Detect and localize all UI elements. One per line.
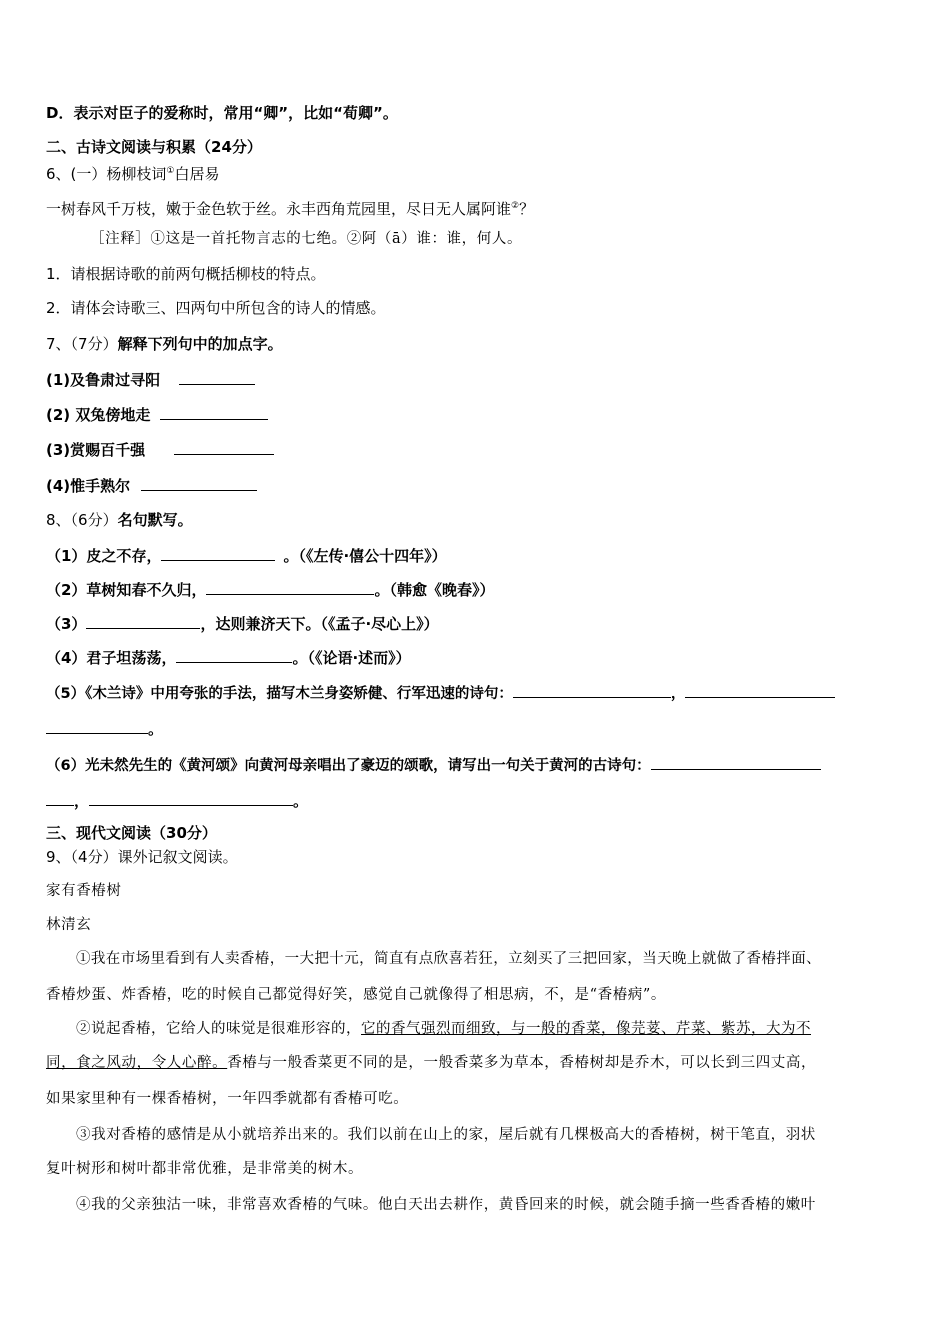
q8-item-1 [46, 544, 447, 566]
q7-heading [46, 334, 283, 354]
q8-heading [46, 510, 193, 530]
q8-item-4-b: 。（《论语·述而》） [292, 649, 411, 667]
q8-item-4-a: （4）君子坦荡荡， [46, 649, 177, 667]
q7-item-3-blank [174, 438, 274, 455]
q8-item-5-cont [46, 717, 163, 739]
q8-title: 名句默写。 [117, 511, 193, 529]
article-author: 林清玄 [46, 917, 92, 933]
section3-heading: 三、现代文阅读（30分） [46, 824, 217, 842]
q7-item-2-text: (2) 双兔傍地走 [46, 406, 151, 424]
q8-item-5-blank-3 [46, 717, 148, 734]
q8-prefix: 8、（6分） [46, 511, 118, 529]
q8-item-2-blank [206, 578, 374, 595]
paragraph-3-line-1: ③我对香椿的感情是从小就培养出来的。我们以前在山上的家，屋后就有几棵极高大的香椿树，树干笔直，羽状 [76, 1127, 816, 1143]
q6-note: ［注释］①这是一首托物言志的七绝。②阿（ā）谁：谁，何人。 [90, 231, 523, 247]
q9-intro: 9、（4分）课外记叙文阅读。 [46, 848, 238, 866]
q6-poem-text: 一树春风千万枝，嫩于金色软于丝。永丰西角荒园里，尽日无人属阿谁 [46, 200, 512, 218]
q8-item-1-a: （1）皮之不存， [46, 547, 162, 565]
q6-poem [46, 196, 534, 219]
paragraph-1-line-2: 香椿炒蛋、炸香椿，吃的时候自己都觉得好笑，感觉自己就像得了相思病，不，是“香椿病”。 [46, 987, 667, 1003]
q8-item-5-blank-2 [685, 681, 835, 698]
paragraph-2-line-1-underlined: 它的香气强烈而细致，与一般的香菜，像芫荽、芹菜、紫苏，大为不 [361, 1021, 811, 1037]
q8-item-6 [46, 753, 821, 776]
paragraph-2-line-2-underlined: 同，食之风动，令人心醉。 [46, 1055, 228, 1071]
q6-poem-sup: ② [511, 201, 520, 211]
q6-poem-end: ？ [519, 200, 535, 218]
q8-item-6-a: （6）光未然先生的《黄河颂》向黄河母亲唱出了豪迈的颂歌，请写出一句关于黄河的古诗句： [46, 758, 651, 774]
paragraph-1-line-1: ①我在市场里看到有人卖香椿，一大把十元，简直有点欣喜若狂，立刻买了三把回家，当天晚上就做了香椿拌面、 [76, 951, 821, 967]
q7-item-1-text: (1)及鲁肃过寻阳 [46, 371, 161, 389]
q8-item-5-a: （5）《木兰诗》中用夸张的手法，描写木兰身姿矫健、行军迅速的诗句： [46, 686, 513, 702]
q8-item-6-blank-2 [46, 789, 74, 806]
q8-item-1-b: 。（《左传·僖公十四年》） [283, 547, 447, 565]
paragraph-2-line-1 [76, 1019, 811, 1039]
q8-item-4-blank [176, 646, 292, 663]
q7-item-1 [46, 368, 255, 390]
q7-item-2-blank [160, 403, 268, 420]
q8-item-5-comma: ， [670, 686, 686, 702]
paragraph-4-line-1: ④我的父亲独沽一味，非常喜欢香椿的气味。他白天出去耕作，黄昏回来的时候，就会随手摘一些香香椿的嫩叶 [76, 1197, 816, 1213]
paragraph-2-line-2 [46, 1053, 816, 1073]
q7-title: 解释下列句中的加点字。 [117, 335, 283, 353]
q6-author: 白居易 [174, 165, 220, 183]
q8-item-6-cont [46, 789, 308, 811]
paragraph-2-line-3: 如果家里种有一棵香椿树，一年四季就都有香椿可吃。 [46, 1091, 409, 1107]
q5-option-d: D．表示对臣子的爱称时，常用“卿”，比如“荀卿”。 [46, 104, 398, 122]
q7-prefix: 7、（7分） [46, 335, 118, 353]
q8-item-2 [46, 578, 494, 600]
q7-item-1-blank [179, 368, 255, 385]
q7-item-4 [46, 474, 257, 496]
q6-title-sup: ① [166, 166, 175, 176]
q7-item-3-text: (3)赏赐百千强 [46, 441, 146, 459]
q8-item-6-comma: ， [74, 792, 90, 810]
q7-item-4-text: (4)惟手熟尔 [46, 477, 131, 495]
q8-item-5-end: 。 [148, 720, 164, 738]
q7-item-4-blank [141, 474, 257, 491]
q8-item-5-blank-1 [513, 681, 671, 698]
q8-item-2-b: 。（韩愈《晚春》） [374, 581, 495, 599]
q8-item-1-blank [161, 544, 275, 561]
q8-item-6-blank-3 [89, 789, 293, 806]
q6-title-text: 6、(一）杨柳枝词 [46, 165, 167, 183]
article-title: 家有香椿树 [46, 883, 122, 899]
q8-item-2-a: （2）草树知春不久归， [46, 581, 207, 599]
section2-heading: 二、古诗文阅读与积累（24分） [46, 138, 262, 156]
q6-sub2: 2．请体会诗歌三、四两句中所包含的诗人的情感。 [46, 299, 386, 317]
q8-item-3-b: ，达则兼济天下。（《孟子·尽心上》） [200, 615, 439, 633]
q7-item-2 [46, 403, 268, 425]
q8-item-3-a: （3） [46, 615, 87, 633]
q6-title [46, 161, 220, 184]
q8-item-4 [46, 646, 411, 668]
q8-item-6-end: 。 [293, 792, 309, 810]
q8-item-3 [46, 612, 439, 634]
q6-sub1: 1．请根据诗歌的前两句概括柳枝的特点。 [46, 265, 326, 283]
q8-item-3-blank [86, 612, 200, 629]
q8-item-5 [46, 681, 835, 704]
paragraph-2-line-2-b: 香椿与一般香菜更不同的是，一般香菜多为草本，香椿树却是乔木，可以长到三四丈高， [227, 1055, 817, 1071]
q7-item-3 [46, 438, 274, 460]
paragraph-2-line-1-a: ②说起香椿，它给人的味觉是很难形容的， [76, 1021, 361, 1037]
paragraph-3-line-2: 复叶树形和树叶都非常优雅，是非常美的树木。 [46, 1161, 364, 1177]
q8-item-6-blank-1 [651, 753, 821, 770]
